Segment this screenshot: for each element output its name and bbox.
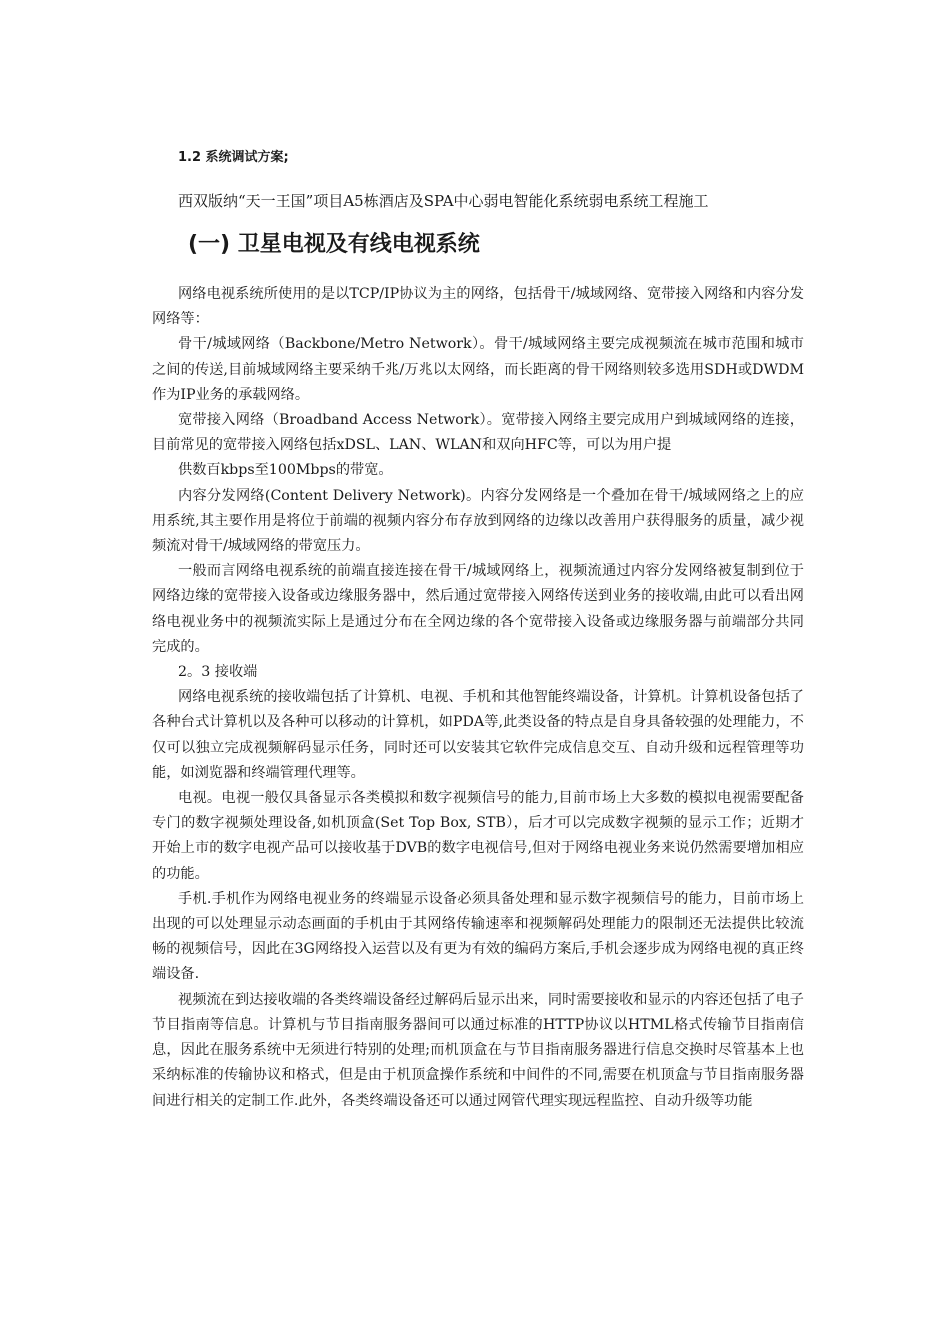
paragraph-epg: 视频流在到达接收端的各类终端设备经过解码后显示出来，同时需要接收和显示的内容还包括了电子节目指南等信息。计算机与节目指南服务器间可以通过标准的HTTP协议以HTML格式传输节目指南信息，因此在服务系统中无须进行特别的处理;而机顶盒在与节目指南服务器进行信息交换时尽管基本上也采纳标准的传输协议和格式，但是由于机顶盒操作系统和中间件的不同,需要在机顶盒与节目指南服务器间进行相关的定制工作.此外，各类终端设备还可以通过网管代理实现远程监控、自动升级等功能 (152, 991, 804, 1109)
paragraph-mobile: 手机.手机作为网络电视业务的终端显示设备必须具备处理和显示数字视频信号的能力，目前市场上出现的可以处理显示动态画面的手机由于其网络传输速率和视频解码处理能力的限制还无法提供比较流畅的视频信号，因此在3G网络投入运营以及有更为有效的编码方案后,手机会逐步成为网络电视的真正终端设备. (152, 890, 804, 983)
section-heading: 1.2 系统调试方案; (178, 150, 289, 165)
paragraph-computer: 网络电视系统的接收端包括了计算机、电视、手机和其他智能终端设备，计算机。计算机设备包括了各种台式计算机以及各种可以移动的计算机，如PDA等,此类设备的特点是自身具备较强的处理能力，不仅可以独立完成视频解码显示任务，同时还可以安装其它软件完成信息交互、自动升级和远程管理等功能，如浏览器和终端管理代理等。 (152, 689, 804, 781)
chapter-heading: (一) 卫星电视及有线电视系统 (188, 232, 480, 257)
paragraph-backbone: 骨干/城域网络（Backbone/Metro Network）。骨干/城域网络主要完成视频流在城市范围和城市之间的传送,目前城域网络主要采纳千兆/万兆以太网络，而长距离的骨干网络则较多选用SDH或DWDM作为IP业务的承载网络。 (152, 336, 804, 403)
paragraph-broadband: 宽带接入网络（Broadband Access Network）。宽带接入网络主要完成用户到城域网络的连接，目前常见的宽带接入网络包括xDSL、LAN、WLAN和双向HFC等，可以为用户提 (152, 412, 804, 454)
paragraph-bandwidth: 供数百kbps至100Mbps的带宽。 (178, 462, 393, 479)
paragraph-frontend: 一般而言网络电视系统的前端直接连接在骨干/城域网络上，视频流通过内容分发网络被复制到位于网络边缘的宽带接入设备或边缘服务器中，然后通过宽带接入网络传送到业务的接收端,由此可以看出网络电视业务中的视频流实际上是通过分布在全网边缘的各个宽带接入设备或边缘服务器与前端部分共同完成的。 (152, 563, 804, 655)
project-title: 西双版纳“天一王国”项目A5栋酒店及SPA中心弱电智能化系统弱电系统工程施工 (178, 192, 709, 210)
paragraph-network-intro: 网络电视系统所使用的是以TCP/IP协议为主的网络，包括骨干/城域网络、宽带接入网络和内容分发网络等： (152, 286, 804, 328)
document-body (152, 120, 804, 1114)
subsection-heading-receiver: 2。3 接收端 (178, 664, 258, 681)
paragraph-cdn: 内容分发网络(Content Delivery Network)。内容分发网络是一个叠加在骨干/城域网络之上的应用系统,其主要作用是将位于前端的视频内容分布存放到网络的边缘以改善用户获得服务的质量，减少视频流对骨干/城域网络的带宽压力。 (152, 487, 804, 555)
paragraph-television: 电视。电视一般仅具备显示各类模拟和数字视频信号的能力,目前市场上大多数的模拟电视需要配备专门的数字视频处理设备,如机顶盒(Set Top Box, STB），后才可以完成数字视频的显示工作；近期才开始上市的数字电视产品可以接收基于DVB的数字电视信号,但对于网络电视业务来说仍然需要增加相应的功能。 (152, 790, 804, 882)
